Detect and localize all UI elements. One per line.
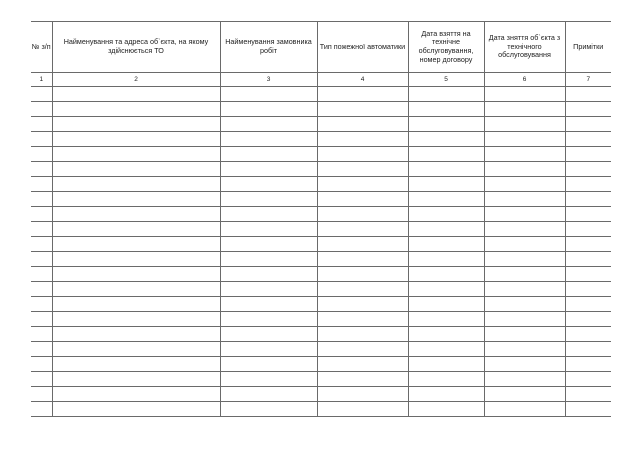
empty-cell xyxy=(565,342,611,357)
empty-cell xyxy=(220,267,317,282)
table-row xyxy=(31,297,611,312)
empty-cell xyxy=(220,372,317,387)
table-row xyxy=(31,402,611,417)
empty-cell xyxy=(484,282,565,297)
empty-cell xyxy=(52,402,220,417)
empty-cell xyxy=(31,237,52,252)
table-row xyxy=(31,387,611,402)
empty-cell xyxy=(408,207,484,222)
empty-cell xyxy=(220,282,317,297)
empty-cell xyxy=(317,312,408,327)
col-header-customer: Найменування замовника робіт xyxy=(220,22,317,73)
empty-cell xyxy=(52,117,220,132)
empty-cell xyxy=(317,132,408,147)
empty-cell xyxy=(52,267,220,282)
empty-cell xyxy=(31,312,52,327)
empty-cell xyxy=(484,357,565,372)
table-row xyxy=(31,102,611,117)
column-number-row xyxy=(31,73,611,87)
empty-cell xyxy=(408,147,484,162)
empty-cell xyxy=(317,117,408,132)
empty-cell xyxy=(565,177,611,192)
empty-cell xyxy=(317,147,408,162)
empty-cell xyxy=(220,207,317,222)
empty-cell xyxy=(31,327,52,342)
table-row xyxy=(31,267,611,282)
empty-cell xyxy=(31,102,52,117)
empty-cell xyxy=(484,237,565,252)
empty-cell xyxy=(408,297,484,312)
empty-cell xyxy=(52,357,220,372)
empty-cell xyxy=(220,387,317,402)
empty-cell xyxy=(31,192,52,207)
table-row xyxy=(31,192,611,207)
empty-cell xyxy=(408,327,484,342)
register-sheet xyxy=(31,21,611,417)
empty-cell xyxy=(484,402,565,417)
empty-cell xyxy=(565,312,611,327)
empty-cell xyxy=(317,387,408,402)
empty-cell xyxy=(220,297,317,312)
empty-cell xyxy=(52,132,220,147)
empty-cell xyxy=(31,177,52,192)
header-row xyxy=(31,22,611,73)
table-row xyxy=(31,117,611,132)
empty-cell xyxy=(31,117,52,132)
empty-cell xyxy=(408,117,484,132)
empty-cell xyxy=(408,102,484,117)
column-number: 2 xyxy=(52,73,220,87)
col-header-number: № з/п xyxy=(31,22,52,73)
table-row xyxy=(31,87,611,102)
empty-cell xyxy=(484,192,565,207)
empty-cell xyxy=(408,342,484,357)
empty-cell xyxy=(317,372,408,387)
empty-cell xyxy=(31,147,52,162)
empty-cell xyxy=(565,297,611,312)
empty-cell xyxy=(31,387,52,402)
empty-cell xyxy=(317,402,408,417)
empty-cell xyxy=(220,117,317,132)
empty-cell xyxy=(565,327,611,342)
col-header-object: Найменування та адреса об`єкта, на якому здійснюється ТО xyxy=(52,22,220,73)
empty-cell xyxy=(220,222,317,237)
table-row xyxy=(31,357,611,372)
empty-cell xyxy=(565,192,611,207)
table-row xyxy=(31,177,611,192)
empty-cell xyxy=(565,237,611,252)
empty-cell xyxy=(52,207,220,222)
empty-cell xyxy=(317,192,408,207)
empty-cell xyxy=(565,402,611,417)
table-row xyxy=(31,147,611,162)
empty-cell xyxy=(484,342,565,357)
empty-cell xyxy=(565,252,611,267)
empty-cell xyxy=(408,87,484,102)
empty-cell xyxy=(52,252,220,267)
empty-cell xyxy=(484,117,565,132)
empty-cell xyxy=(565,282,611,297)
column-number: 1 xyxy=(31,73,52,87)
table-row xyxy=(31,207,611,222)
column-number: 4 xyxy=(317,73,408,87)
empty-cell xyxy=(565,267,611,282)
empty-cell xyxy=(317,102,408,117)
empty-cell xyxy=(52,312,220,327)
empty-cell xyxy=(52,237,220,252)
empty-cell xyxy=(565,207,611,222)
empty-cell xyxy=(220,402,317,417)
empty-cell xyxy=(484,297,565,312)
empty-cell xyxy=(565,87,611,102)
empty-cell xyxy=(220,87,317,102)
empty-cell xyxy=(220,102,317,117)
empty-cell xyxy=(31,87,52,102)
empty-cell xyxy=(31,207,52,222)
empty-cell xyxy=(408,177,484,192)
empty-cell xyxy=(52,282,220,297)
empty-cell xyxy=(484,267,565,282)
empty-cell xyxy=(565,132,611,147)
empty-cell xyxy=(31,297,52,312)
empty-cell xyxy=(484,372,565,387)
empty-cell xyxy=(317,252,408,267)
empty-cell xyxy=(220,312,317,327)
empty-cell xyxy=(408,192,484,207)
empty-cell xyxy=(484,177,565,192)
empty-cell xyxy=(317,297,408,312)
col-header-notes: Примітки xyxy=(565,22,611,73)
empty-cell xyxy=(52,342,220,357)
empty-cell xyxy=(220,252,317,267)
empty-cell xyxy=(31,342,52,357)
empty-cell xyxy=(565,102,611,117)
empty-cell xyxy=(31,282,52,297)
empty-cell xyxy=(408,402,484,417)
col-header-end-date: Дата зняття об`єкта з технічного обслуговування xyxy=(484,22,565,73)
empty-cell xyxy=(408,387,484,402)
empty-cell xyxy=(408,357,484,372)
column-number: 3 xyxy=(220,73,317,87)
register-body xyxy=(31,87,611,417)
empty-cell xyxy=(317,207,408,222)
table-row xyxy=(31,252,611,267)
column-number: 5 xyxy=(408,73,484,87)
empty-cell xyxy=(565,162,611,177)
empty-cell xyxy=(31,162,52,177)
empty-cell xyxy=(484,162,565,177)
empty-cell xyxy=(408,237,484,252)
empty-cell xyxy=(408,162,484,177)
empty-cell xyxy=(484,87,565,102)
empty-cell xyxy=(52,87,220,102)
empty-cell xyxy=(52,222,220,237)
empty-cell xyxy=(484,132,565,147)
empty-cell xyxy=(317,222,408,237)
empty-cell xyxy=(408,312,484,327)
empty-cell xyxy=(484,222,565,237)
empty-cell xyxy=(317,282,408,297)
table-row xyxy=(31,237,611,252)
empty-cell xyxy=(408,252,484,267)
table-row xyxy=(31,312,611,327)
empty-cell xyxy=(565,357,611,372)
empty-cell xyxy=(484,312,565,327)
table-row xyxy=(31,222,611,237)
column-number: 6 xyxy=(484,73,565,87)
empty-cell xyxy=(317,87,408,102)
table-row xyxy=(31,162,611,177)
empty-cell xyxy=(220,237,317,252)
empty-cell xyxy=(484,387,565,402)
empty-cell xyxy=(31,402,52,417)
empty-cell xyxy=(408,267,484,282)
empty-cell xyxy=(484,147,565,162)
empty-cell xyxy=(565,147,611,162)
empty-cell xyxy=(317,357,408,372)
empty-cell xyxy=(408,132,484,147)
empty-cell xyxy=(31,357,52,372)
empty-cell xyxy=(220,177,317,192)
empty-cell xyxy=(52,192,220,207)
empty-cell xyxy=(484,252,565,267)
empty-cell xyxy=(317,267,408,282)
col-header-automation-type: Тип пожежної автоматики xyxy=(317,22,408,73)
empty-cell xyxy=(52,162,220,177)
empty-cell xyxy=(408,282,484,297)
empty-cell xyxy=(52,147,220,162)
maintenance-register-table xyxy=(31,21,611,417)
empty-cell xyxy=(484,102,565,117)
empty-cell xyxy=(317,162,408,177)
empty-cell xyxy=(220,357,317,372)
empty-cell xyxy=(52,102,220,117)
empty-cell xyxy=(220,327,317,342)
table-row xyxy=(31,342,611,357)
empty-cell xyxy=(31,372,52,387)
empty-cell xyxy=(220,192,317,207)
empty-cell xyxy=(220,342,317,357)
empty-cell xyxy=(52,387,220,402)
table-row xyxy=(31,282,611,297)
empty-cell xyxy=(565,387,611,402)
table-row xyxy=(31,372,611,387)
empty-cell xyxy=(52,327,220,342)
empty-cell xyxy=(408,222,484,237)
empty-cell xyxy=(484,207,565,222)
empty-cell xyxy=(52,177,220,192)
empty-cell xyxy=(565,372,611,387)
empty-cell xyxy=(220,162,317,177)
column-number: 7 xyxy=(565,73,611,87)
table-row xyxy=(31,327,611,342)
empty-cell xyxy=(565,222,611,237)
empty-cell xyxy=(220,132,317,147)
empty-cell xyxy=(317,237,408,252)
empty-cell xyxy=(408,372,484,387)
empty-cell xyxy=(484,327,565,342)
empty-cell xyxy=(317,327,408,342)
empty-cell xyxy=(52,372,220,387)
empty-cell xyxy=(31,132,52,147)
empty-cell xyxy=(220,147,317,162)
empty-cell xyxy=(317,177,408,192)
col-header-start-date: Дата взяття на технічне обслуговування, номер договору xyxy=(408,22,484,73)
empty-cell xyxy=(31,252,52,267)
empty-cell xyxy=(31,222,52,237)
empty-cell xyxy=(31,267,52,282)
table-row xyxy=(31,132,611,147)
empty-cell xyxy=(317,342,408,357)
empty-cell xyxy=(565,117,611,132)
empty-cell xyxy=(52,297,220,312)
